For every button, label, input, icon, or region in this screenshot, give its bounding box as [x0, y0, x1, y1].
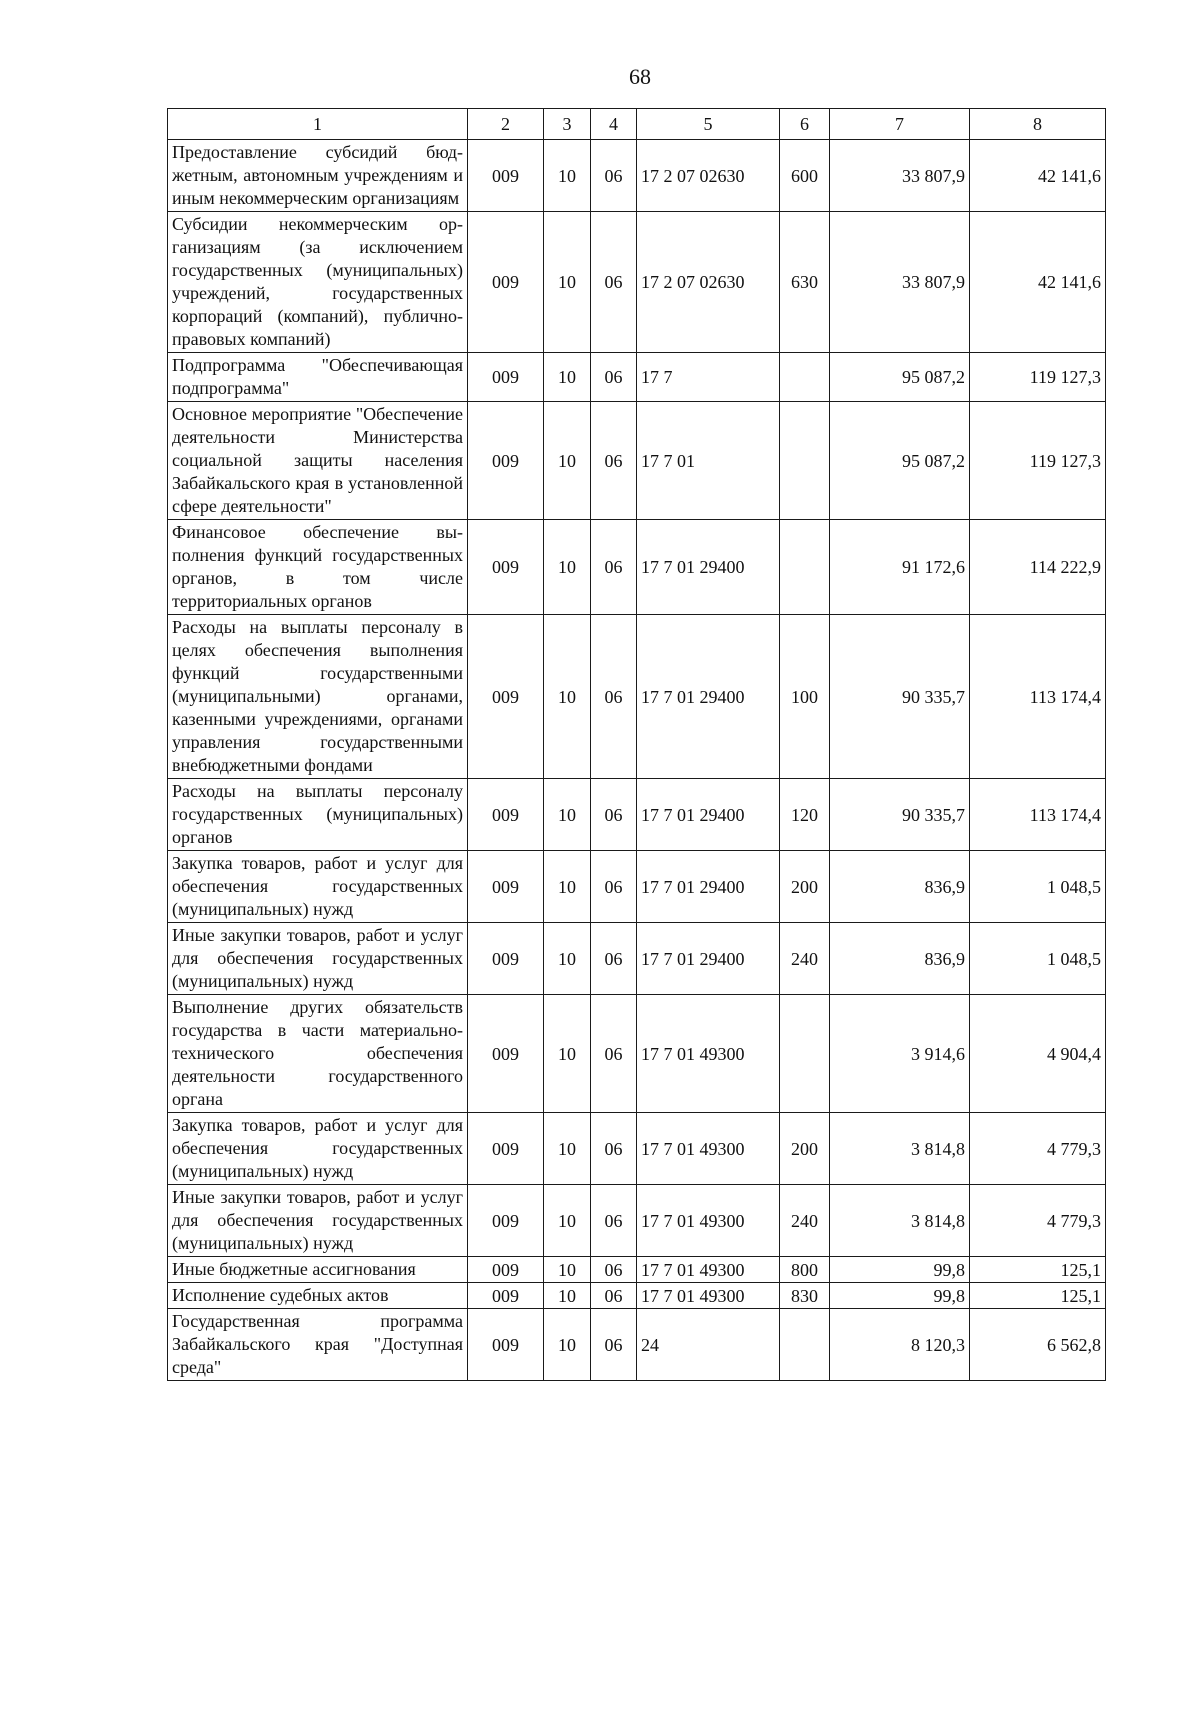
- row-amount-cell: 119 127,3: [970, 353, 1106, 402]
- table-row: [168, 1283, 1106, 1309]
- row-expense-type-cell: 240: [780, 923, 830, 995]
- row-expense-type-cell: 600: [780, 140, 830, 212]
- row-code-cell: 009: [468, 212, 544, 353]
- row-amount-cell: 114 222,9: [970, 520, 1106, 615]
- row-amount-cell: 125,1: [970, 1257, 1106, 1283]
- row-code-cell: 009: [468, 779, 544, 851]
- column-header: 1: [168, 109, 468, 140]
- row-amount-cell: 836,9: [830, 851, 970, 923]
- row-code-cell: 009: [468, 1257, 544, 1283]
- budget-table-body: [168, 109, 1106, 1381]
- row-code-cell: 009: [468, 1283, 544, 1309]
- row-amount-cell: 836,9: [830, 923, 970, 995]
- row-subsection-cell: 06: [591, 1309, 637, 1381]
- row-code-cell: 009: [468, 402, 544, 520]
- row-amount-cell: 90 335,7: [830, 615, 970, 779]
- row-subsection-cell: 06: [591, 212, 637, 353]
- table-row: [168, 212, 1106, 353]
- row-amount-cell: 33 807,9: [830, 212, 970, 353]
- row-subsection-cell: 06: [591, 779, 637, 851]
- row-subsection-cell: 06: [591, 1283, 637, 1309]
- row-name-cell: Основное мероприятие "Обеспечение деятельности Министерства социальной защиты населения Забайкальского края в установленной сфере деятельности": [168, 402, 468, 520]
- row-amount-cell: 95 087,2: [830, 402, 970, 520]
- row-subsection-cell: 06: [591, 520, 637, 615]
- row-section-cell: 10: [544, 1113, 591, 1185]
- row-expense-type-cell: 120: [780, 779, 830, 851]
- row-amount-cell: 90 335,7: [830, 779, 970, 851]
- row-target-article-cell: 17 7 01 49300: [637, 1185, 780, 1257]
- column-header: 4: [591, 109, 637, 140]
- row-expense-type-cell: 630: [780, 212, 830, 353]
- table-row: [168, 520, 1106, 615]
- row-section-cell: 10: [544, 851, 591, 923]
- row-expense-type-cell: [780, 1309, 830, 1381]
- row-subsection-cell: 06: [591, 140, 637, 212]
- row-expense-type-cell: [780, 520, 830, 615]
- table-row: [168, 851, 1106, 923]
- row-code-cell: 009: [468, 140, 544, 212]
- row-section-cell: 10: [544, 1185, 591, 1257]
- row-amount-cell: 33 807,9: [830, 140, 970, 212]
- page-number: 68: [629, 64, 651, 89]
- row-amount-cell: 1 048,5: [970, 851, 1106, 923]
- row-section-cell: 10: [544, 1283, 591, 1309]
- row-target-article-cell: 17 7 01 49300: [637, 1257, 780, 1283]
- row-name-cell: Иные закупки товаров, работ и услуг для обеспечения государственных (муниципальных) нужд: [168, 1185, 468, 1257]
- row-expense-type-cell: 100: [780, 615, 830, 779]
- row-code-cell: 009: [468, 923, 544, 995]
- table-row: [168, 140, 1106, 212]
- row-subsection-cell: 06: [591, 995, 637, 1113]
- table-row: [168, 1185, 1106, 1257]
- row-code-cell: 009: [468, 1113, 544, 1185]
- row-name-cell: Исполнение судебных актов: [168, 1283, 468, 1309]
- row-name-cell: Расходы на выплаты персоналу государственных (муниципальных) органов: [168, 779, 468, 851]
- row-amount-cell: 91 172,6: [830, 520, 970, 615]
- row-section-cell: 10: [544, 995, 591, 1113]
- row-target-article-cell: 17 7 01 29400: [637, 923, 780, 995]
- row-amount-cell: 95 087,2: [830, 353, 970, 402]
- row-section-cell: 10: [544, 353, 591, 402]
- row-amount-cell: 3 814,8: [830, 1185, 970, 1257]
- row-subsection-cell: 06: [591, 1257, 637, 1283]
- column-header: 5: [637, 109, 780, 140]
- row-amount-cell: 99,8: [830, 1283, 970, 1309]
- row-subsection-cell: 06: [591, 1185, 637, 1257]
- row-expense-type-cell: 200: [780, 1113, 830, 1185]
- row-expense-type-cell: [780, 995, 830, 1113]
- row-section-cell: 10: [544, 1257, 591, 1283]
- row-subsection-cell: 06: [591, 402, 637, 520]
- row-section-cell: 10: [544, 1309, 591, 1381]
- row-amount-cell: 4 779,3: [970, 1113, 1106, 1185]
- row-expense-type-cell: 240: [780, 1185, 830, 1257]
- table-row: [168, 779, 1106, 851]
- row-amount-cell: 113 174,4: [970, 779, 1106, 851]
- row-code-cell: 009: [468, 851, 544, 923]
- table-row: [168, 353, 1106, 402]
- table-row: [168, 1113, 1106, 1185]
- row-section-cell: 10: [544, 402, 591, 520]
- table-row: [168, 923, 1106, 995]
- row-amount-cell: 3 814,8: [830, 1113, 970, 1185]
- row-name-cell: Финансовое обеспечение выполнения функций государственных органов, в том числе территориальных органов: [168, 520, 468, 615]
- row-subsection-cell: 06: [591, 851, 637, 923]
- row-name-cell: Выполнение других обязательств государства в части материально-технического обеспечения деятельности государственного органа: [168, 995, 468, 1113]
- row-amount-cell: 1 048,5: [970, 923, 1106, 995]
- row-amount-cell: 6 562,8: [970, 1309, 1106, 1381]
- row-code-cell: 009: [468, 353, 544, 402]
- row-code-cell: 009: [468, 995, 544, 1113]
- row-expense-type-cell: 800: [780, 1257, 830, 1283]
- row-code-cell: 009: [468, 1309, 544, 1381]
- row-target-article-cell: 17 7 01 29400: [637, 779, 780, 851]
- column-header: 6: [780, 109, 830, 140]
- row-amount-cell: 3 914,6: [830, 995, 970, 1113]
- table-row: [168, 615, 1106, 779]
- row-target-article-cell: 17 2 07 02630: [637, 212, 780, 353]
- row-name-cell: Иные закупки товаров, работ и услуг для обеспечения государственных (муниципальных) нужд: [168, 923, 468, 995]
- row-target-article-cell: 17 7 01 49300: [637, 995, 780, 1113]
- row-amount-cell: 125,1: [970, 1283, 1106, 1309]
- row-amount-cell: 113 174,4: [970, 615, 1106, 779]
- row-expense-type-cell: [780, 353, 830, 402]
- row-section-cell: 10: [544, 615, 591, 779]
- row-target-article-cell: 17 7 01 29400: [637, 851, 780, 923]
- row-name-cell: Государственная программа Забайкальского края "Доступная среда": [168, 1309, 468, 1381]
- row-target-article-cell: 17 7 01 29400: [637, 520, 780, 615]
- row-amount-cell: 42 141,6: [970, 140, 1106, 212]
- row-name-cell: Иные бюджетные ассигнования: [168, 1257, 468, 1283]
- row-amount-cell: 4 904,4: [970, 995, 1106, 1113]
- row-section-cell: 10: [544, 212, 591, 353]
- row-target-article-cell: 17 2 07 02630: [637, 140, 780, 212]
- row-section-cell: 10: [544, 520, 591, 615]
- row-expense-type-cell: 200: [780, 851, 830, 923]
- row-subsection-cell: 06: [591, 1113, 637, 1185]
- row-code-cell: 009: [468, 615, 544, 779]
- row-subsection-cell: 06: [591, 615, 637, 779]
- column-header: 8: [970, 109, 1106, 140]
- row-name-cell: Субсидии некоммерческим организациям (за исключением государственных (муниципальных) учреждений, государственных корпораций (компаний), публично-правовых компаний): [168, 212, 468, 353]
- column-header: 7: [830, 109, 970, 140]
- column-header: 3: [544, 109, 591, 140]
- table-header-row: [168, 109, 1106, 140]
- row-code-cell: 009: [468, 520, 544, 615]
- row-target-article-cell: 17 7 01: [637, 402, 780, 520]
- row-target-article-cell: 17 7: [637, 353, 780, 402]
- row-name-cell: Закупка товаров, работ и услуг для обеспечения государственных (муниципальных) нужд: [168, 851, 468, 923]
- row-target-article-cell: 24: [637, 1309, 780, 1381]
- row-amount-cell: 42 141,6: [970, 212, 1106, 353]
- row-subsection-cell: 06: [591, 923, 637, 995]
- table-row: [168, 402, 1106, 520]
- table-row: [168, 1257, 1106, 1283]
- row-target-article-cell: 17 7 01 49300: [637, 1113, 780, 1185]
- row-amount-cell: 119 127,3: [970, 402, 1106, 520]
- budget-table: [167, 108, 1106, 1381]
- row-subsection-cell: 06: [591, 353, 637, 402]
- row-expense-type-cell: [780, 402, 830, 520]
- row-amount-cell: 99,8: [830, 1257, 970, 1283]
- row-section-cell: 10: [544, 140, 591, 212]
- row-name-cell: Закупка товаров, работ и услуг для обеспечения государственных (муниципальных) нужд: [168, 1113, 468, 1185]
- row-amount-cell: 8 120,3: [830, 1309, 970, 1381]
- row-name-cell: Расходы на выплаты персоналу в целях обеспечения выполнения функций государственными (муниципальными) органами, казенными учреждениями, органами управления государственными внебюджетными фондами: [168, 615, 468, 779]
- row-section-cell: 10: [544, 779, 591, 851]
- row-amount-cell: 4 779,3: [970, 1185, 1106, 1257]
- table-row: [168, 1309, 1106, 1381]
- row-code-cell: 009: [468, 1185, 544, 1257]
- table-row: [168, 995, 1106, 1113]
- row-name-cell: Подпрограмма "Обеспечивающая подпрограмма": [168, 353, 468, 402]
- row-expense-type-cell: 830: [780, 1283, 830, 1309]
- row-name-cell: Предоставление субсидий бюджетным, автономным учреждениям и иным некоммерческим организациям: [168, 140, 468, 212]
- row-target-article-cell: 17 7 01 29400: [637, 615, 780, 779]
- column-header: 2: [468, 109, 544, 140]
- row-target-article-cell: 17 7 01 49300: [637, 1283, 780, 1309]
- row-section-cell: 10: [544, 923, 591, 995]
